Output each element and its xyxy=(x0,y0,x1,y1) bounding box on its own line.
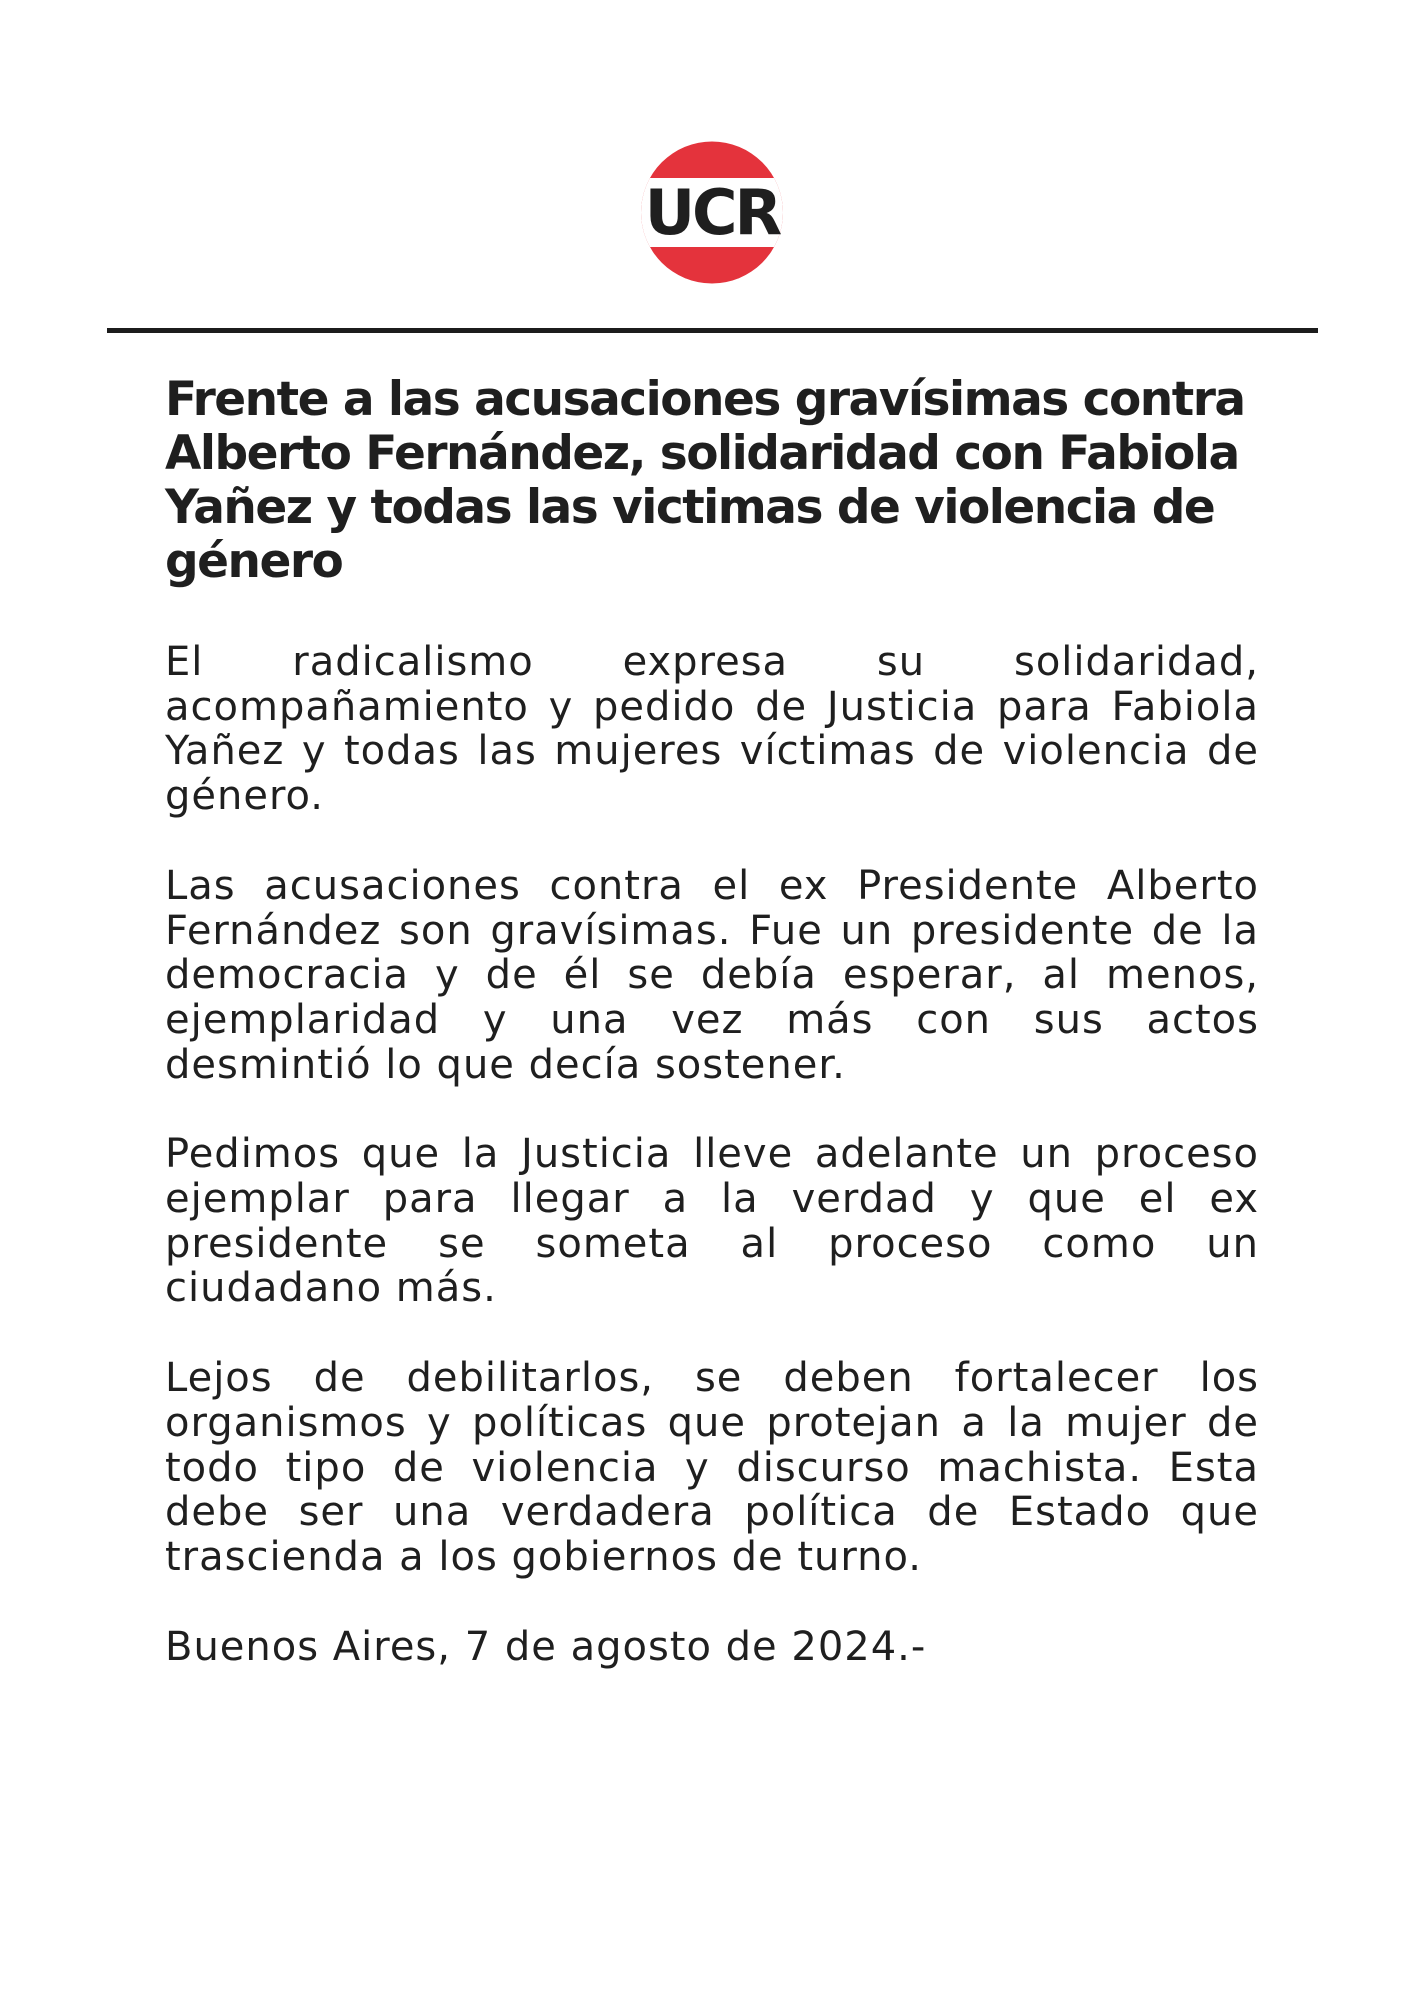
header-divider xyxy=(107,328,1318,333)
paragraph-solidarity: El radicalismo expresa su solidaridad, acompañamiento y pedido de Justicia para Fabiola Yañez y todas las mujeres víctimas de violencia de género. xyxy=(165,639,1259,820)
paragraph-justice: Pedimos que la Justicia lleve adelante un proceso ejemplar para llegar a la verdad y que el ex presidente se someta al proceso como un ciudadano más. xyxy=(165,1131,1259,1312)
paragraph-policy: Lejos de debilitarlos, se deben fortalecer los organismos y políticas que protejan a la mujer de todo tipo de violencia y discurso machista. Esta debe ser una verdadera política de Estado que trascienda a los gobiernos de turno. xyxy=(165,1355,1259,1580)
logo-wordmark: UCR xyxy=(644,175,780,249)
signoff-date: Buenos Aires, 7 de agosto de 2024.- xyxy=(165,1623,927,1670)
ucr-logo xyxy=(641,141,783,284)
paragraph-accusations: Las acusaciones contra el ex Presidente Alberto Fernández son gravísimas. Fue un presidente de la democracia y de él se debía esperar, al menos, ejemplaridad y una vez más con sus actos desmintió lo que decía sostener. xyxy=(165,862,1259,1088)
headline: Frente a las acusaciones gravísimas contra Alberto Fernández, solidaridad con Fabiola Yañez y todas las victimas de violencia de género xyxy=(165,372,1245,589)
statement-body xyxy=(165,640,1259,1669)
